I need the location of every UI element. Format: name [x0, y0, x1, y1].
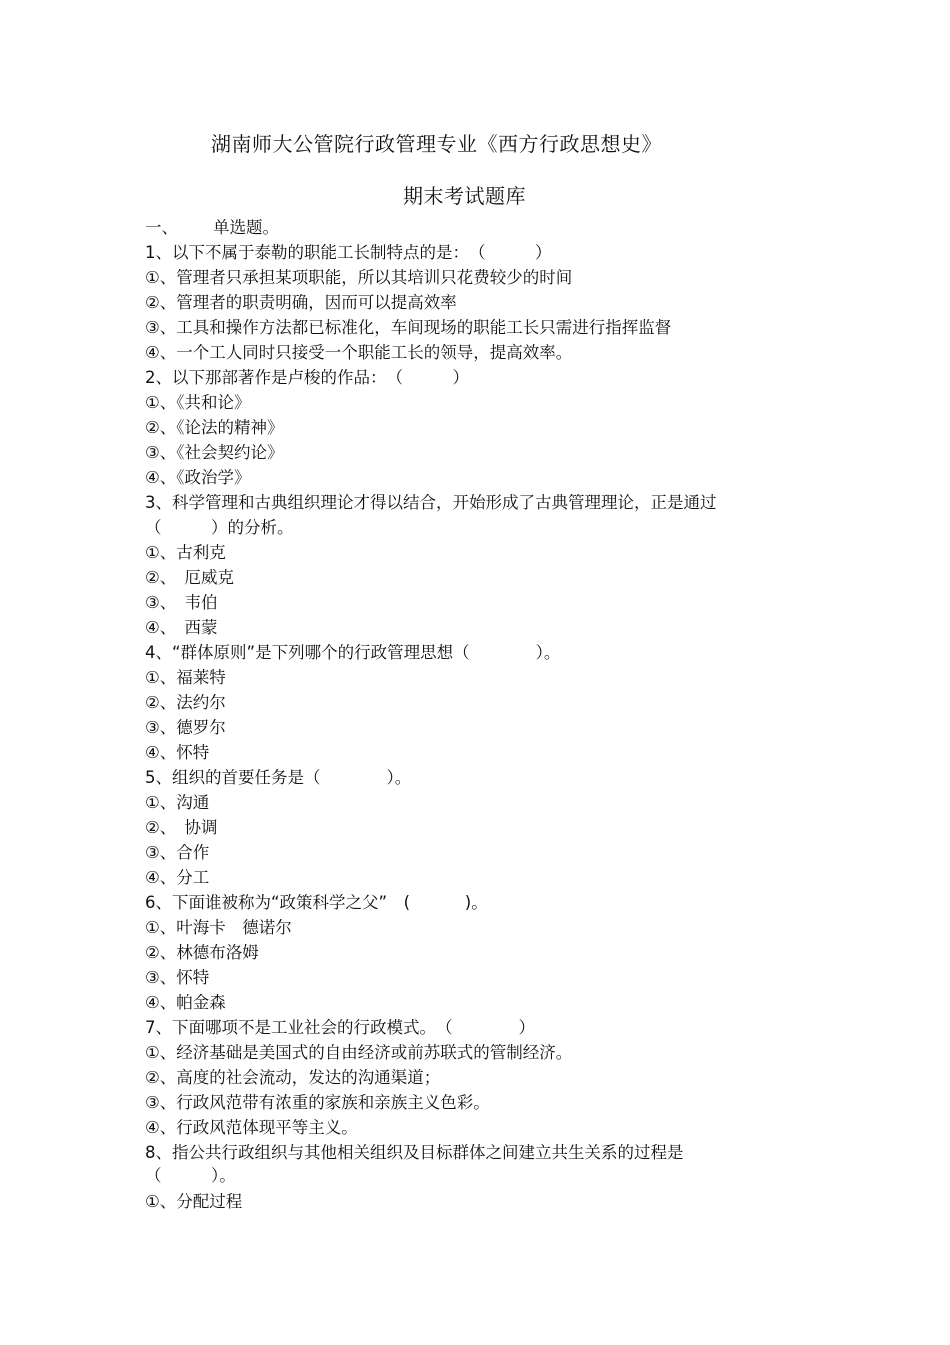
answer-option: ③、怀特	[145, 968, 210, 987]
answer-option: ④、行政风范体现平等主义。	[145, 1118, 358, 1137]
answer-option: ②、《论法的精神》	[145, 418, 284, 437]
question-stem: 4、“群体原则”是下列哪个的行政管理思想（ ）。	[145, 643, 561, 662]
answer-option: ②、林德布洛姆	[145, 943, 259, 962]
answer-option: ②、 协调	[145, 818, 218, 837]
answer-option: ④、帕金森	[145, 993, 226, 1012]
answer-option: ①、管理者只承担某项职能，所以其培训只花费较少的时间	[145, 268, 573, 287]
question-stem: 3、科学管理和古典组织理论才得以结合，开始形成了古典管理理论，正是通过	[145, 493, 717, 512]
answer-option: ③、行政风范带有浓重的家族和亲族主义色彩。	[145, 1093, 490, 1112]
answer-option: ①、分配过程	[145, 1192, 243, 1211]
answer-option: ④、一个工人同时只接受一个职能工长的领导，提高效率。	[145, 343, 573, 362]
answer-option: ④、分工	[145, 868, 210, 887]
section-name: 单选题。	[213, 218, 279, 237]
question-stem-continuation: （ ）的分析。	[145, 518, 294, 537]
document-subtitle: 期末考试题库	[403, 184, 526, 208]
answer-option: ②、 厄威克	[145, 568, 235, 587]
answer-option: ③、《社会契约论》	[145, 443, 284, 462]
question-stem-continuation: （ ）。	[145, 1166, 236, 1185]
section-number: 一、	[145, 218, 178, 237]
answer-option: ④、 西蒙	[145, 618, 218, 637]
answer-option: ①、《共和论》	[145, 393, 251, 412]
question-stem: 5、组织的首要任务是（ ）。	[145, 768, 412, 787]
answer-option: ③、工具和操作方法都已标准化，车间现场的职能工长只需进行指挥监督	[145, 318, 672, 337]
section-heading	[145, 218, 279, 238]
answer-option: ③、德罗尔	[145, 718, 226, 737]
answer-option: ③、合作	[145, 843, 210, 862]
answer-option: ①、古利克	[145, 543, 226, 562]
answer-option: ④、《政治学》	[145, 468, 251, 487]
answer-option: ①、叶海卡 德诺尔	[145, 918, 292, 937]
answer-option: ③、 韦伯	[145, 593, 218, 612]
question-stem: 2、以下那部著作是卢梭的作品： （ ）	[145, 368, 469, 387]
answer-option: ②、法约尔	[145, 693, 226, 712]
answer-option: ②、高度的社会流动，发达的沟通渠道；	[145, 1068, 441, 1087]
question-stem: 7、下面哪项不是工业社会的行政模式。 （ ）	[145, 1018, 535, 1037]
answer-option: ①、经济基础是美国式的自由经济或前苏联式的管制经济。	[145, 1043, 573, 1062]
answer-option: ②、管理者的职责明确，因而可以提高效率	[145, 293, 457, 312]
question-stem: 8、指公共行政组织与其他相关组织及目标群体之间建立共生关系的过程是	[145, 1143, 684, 1162]
answer-option: ①、沟通	[145, 793, 210, 812]
answer-option: ①、福莱特	[145, 668, 226, 687]
question-stem: 1、以下不属于泰勒的职能工长制特点的是： （ ）	[145, 243, 552, 262]
document-title: 湖南师大公管院行政管理专业《西方行政思想史》	[211, 132, 662, 156]
question-stem: 6、下面谁被称为“政策科学之父” ( )。	[145, 893, 488, 912]
answer-option: ④、怀特	[145, 743, 210, 762]
